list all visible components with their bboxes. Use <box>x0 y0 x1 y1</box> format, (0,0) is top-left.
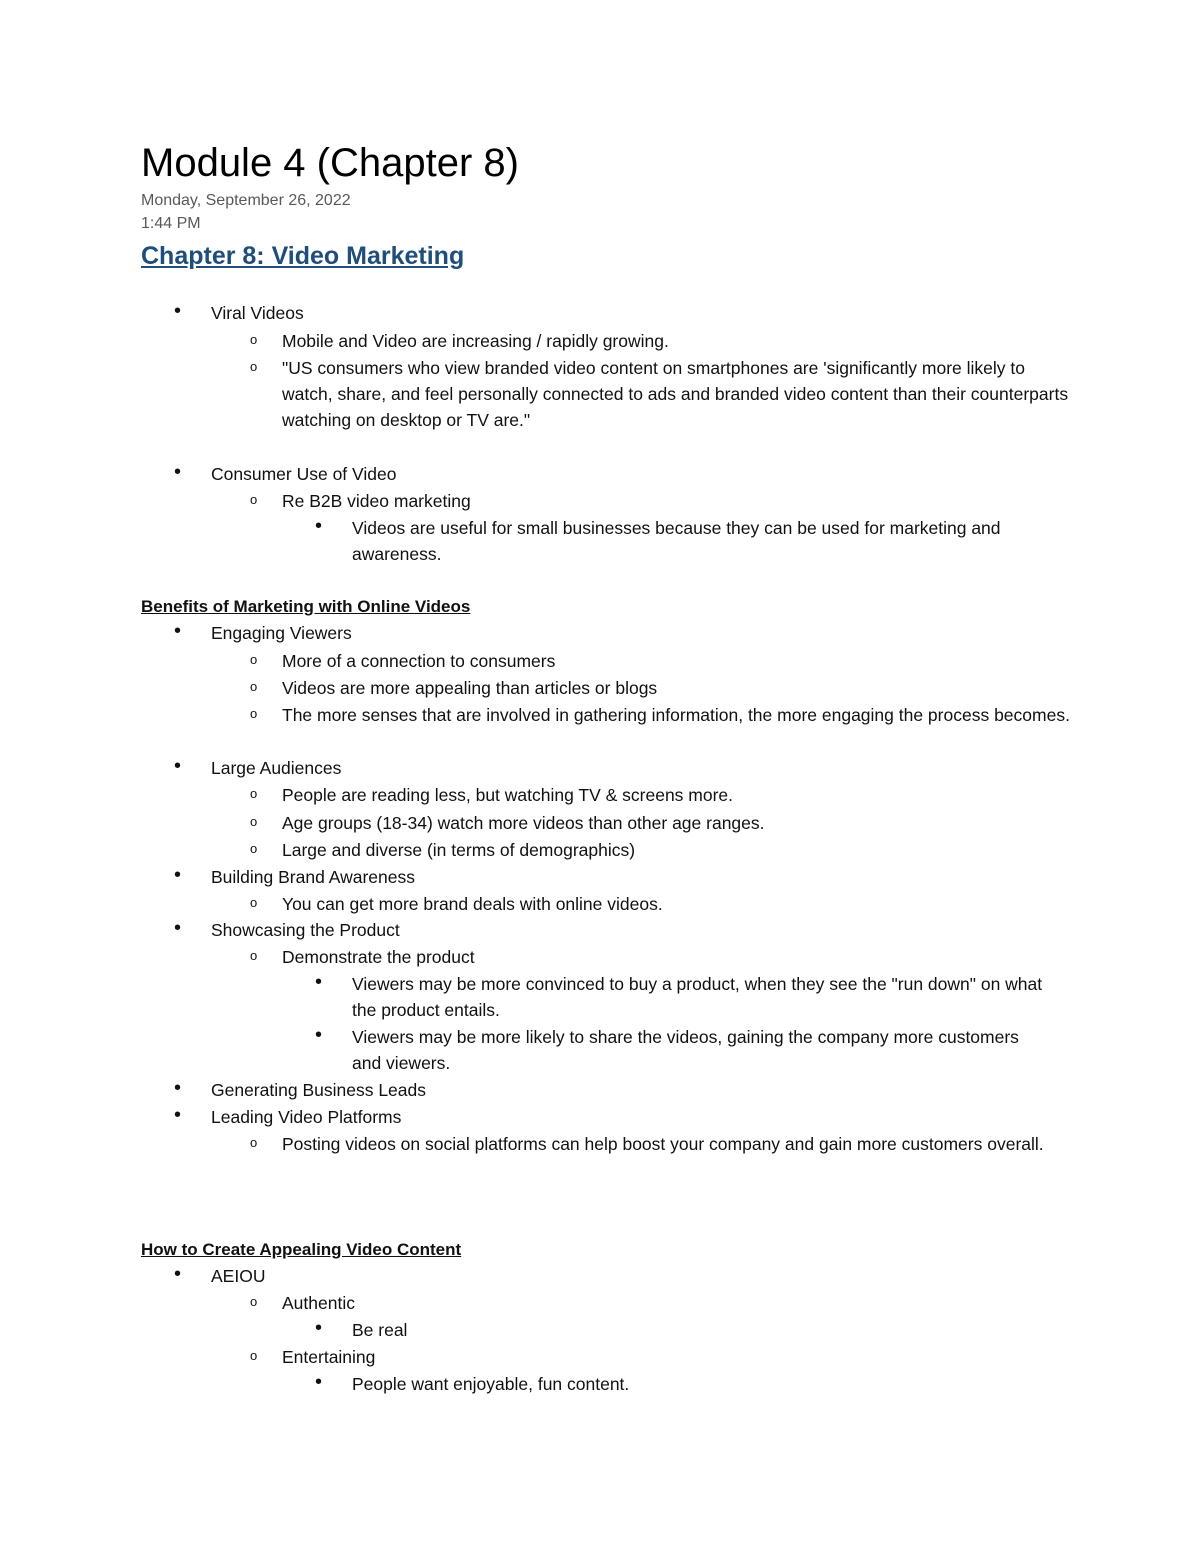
bullet-dot-icon: • <box>174 1077 182 1099</box>
list-item <box>250 328 1072 354</box>
list-item-business-leads <box>174 1077 1091 1103</box>
bullet-dot-icon: • <box>315 1024 323 1046</box>
bullet-circle-icon: o <box>250 786 258 801</box>
bullet-circle-icon: o <box>250 706 258 721</box>
list-item-text: Large and diverse (in terms of demographics) <box>282 840 636 860</box>
bullet-dot-icon: • <box>315 971 323 993</box>
list-item <box>250 702 1072 728</box>
section-heading-create: How to Create Appealing Video Content <box>141 1240 462 1259</box>
list-item-text: Leading Video Platforms <box>211 1107 402 1127</box>
list-item-text: Posting videos on social platforms can help boost your company and gain more customers overall. <box>282 1134 1044 1154</box>
bullet-dot-icon: • <box>174 461 182 483</box>
bullet-circle-icon: o <box>250 359 258 374</box>
list-item-text: You can get more brand deals with online videos. <box>282 894 663 914</box>
list-item <box>250 675 1072 701</box>
list-item-text: People are reading less, but watching TV & screens more. <box>282 785 734 805</box>
bullet-dot-icon: • <box>174 300 182 322</box>
bullet-dot-icon: • <box>315 1371 323 1393</box>
list-item <box>250 355 1072 433</box>
list-item <box>250 782 1072 808</box>
list-item-text: Mobile and Video are increasing / rapidly growing. <box>282 331 669 351</box>
bullet-circle-icon: o <box>250 1294 258 1309</box>
bullet-circle-icon: o <box>250 948 258 963</box>
bullet-circle-icon: o <box>250 814 258 829</box>
list-item <box>250 891 1072 917</box>
list-item-text: Viewers may be more convinced to buy a product, when they see the "run down" on what the product entails. <box>352 974 1043 1020</box>
list-item-text: Viral Videos <box>211 303 304 323</box>
list-item-text: More of a connection to consumers <box>282 651 556 671</box>
bullet-dot-icon: • <box>174 864 182 886</box>
list-item <box>250 1290 1072 1316</box>
list-item <box>315 515 1052 567</box>
bullet-circle-icon: o <box>250 1348 258 1363</box>
list-item <box>250 1131 1072 1157</box>
bullet-dot-icon: • <box>315 1317 323 1339</box>
list-item-text: Re B2B video marketing <box>282 491 471 511</box>
chapter-heading: Chapter 8: Video Marketing <box>141 242 465 270</box>
bullet-circle-icon: o <box>250 492 258 507</box>
list-item-showcasing-product <box>174 917 1091 943</box>
list-item <box>250 944 1072 970</box>
list-item-brand-awareness <box>174 864 1091 890</box>
list-item <box>315 1024 1052 1076</box>
section-heading-benefits: Benefits of Marketing with Online Videos <box>141 597 471 616</box>
bullet-circle-icon: o <box>250 332 258 347</box>
list-item-text: Large Audiences <box>211 758 342 778</box>
page-title: Module 4 (Chapter 8) <box>141 141 519 185</box>
list-item-text: People want enjoyable, fun content. <box>352 1374 630 1394</box>
list-item-engaging-viewers <box>174 620 1091 646</box>
list-item-video-platforms <box>174 1104 1091 1130</box>
list-item-viral-videos <box>174 300 1091 326</box>
bullet-dot-icon: • <box>174 917 182 939</box>
list-item-text: Generating Business Leads <box>211 1080 426 1100</box>
list-item-text: Demonstrate the product <box>282 947 475 967</box>
list-item-text: The more senses that are involved in gathering information, the more engaging the process becomes. <box>282 705 1070 725</box>
list-item <box>250 648 1072 674</box>
bullet-dot-icon: • <box>315 515 323 537</box>
list-item-text: Building Brand Awareness <box>211 867 415 887</box>
list-item-text: Videos are useful for small businesses because they can be used for marketing and awareness. <box>352 518 1001 564</box>
bullet-circle-icon: o <box>250 652 258 667</box>
list-item-text: AEIOU <box>211 1266 266 1286</box>
list-item-consumer-use <box>174 461 1091 487</box>
list-item-text: Entertaining <box>282 1347 376 1367</box>
note-time: 1:44 PM <box>141 215 201 232</box>
list-item <box>250 488 1072 514</box>
bullet-dot-icon: • <box>174 1263 182 1285</box>
list-item-text: "US consumers who view branded video content on smartphones are 'significantly more likely to watch, share, and feel personally connected to ads and branded video content than their counterparts watching on desktop or TV are." <box>282 358 1069 430</box>
list-item-text: Viewers may be more likely to share the videos, gaining the company more customers and viewers. <box>352 1027 1019 1073</box>
bullet-circle-icon: o <box>250 1135 258 1150</box>
list-item <box>315 1317 1052 1343</box>
bullet-circle-icon: o <box>250 679 258 694</box>
list-item-text: Be real <box>352 1320 408 1340</box>
note-date: Monday, September 26, 2022 <box>141 192 351 209</box>
list-item-text: Engaging Viewers <box>211 623 352 643</box>
list-item <box>315 971 1052 1023</box>
list-item-text: Showcasing the Product <box>211 920 400 940</box>
bullet-dot-icon: • <box>174 1104 182 1126</box>
list-item <box>250 1344 1072 1370</box>
list-item-text: Videos are more appealing than articles or blogs <box>282 678 658 698</box>
list-item-text: Consumer Use of Video <box>211 464 397 484</box>
list-item-aeiou <box>174 1263 1091 1289</box>
list-item <box>315 1371 1052 1397</box>
list-item-large-audiences <box>174 755 1091 781</box>
list-item-text: Age groups (18-34) watch more videos than other age ranges. <box>282 813 765 833</box>
bullet-circle-icon: o <box>250 841 258 856</box>
bullet-circle-icon: o <box>250 895 258 910</box>
list-item-text: Authentic <box>282 1293 355 1313</box>
list-item <box>250 810 1072 836</box>
bullet-dot-icon: • <box>174 755 182 777</box>
bullet-dot-icon: • <box>174 620 182 642</box>
list-item <box>250 837 1072 863</box>
